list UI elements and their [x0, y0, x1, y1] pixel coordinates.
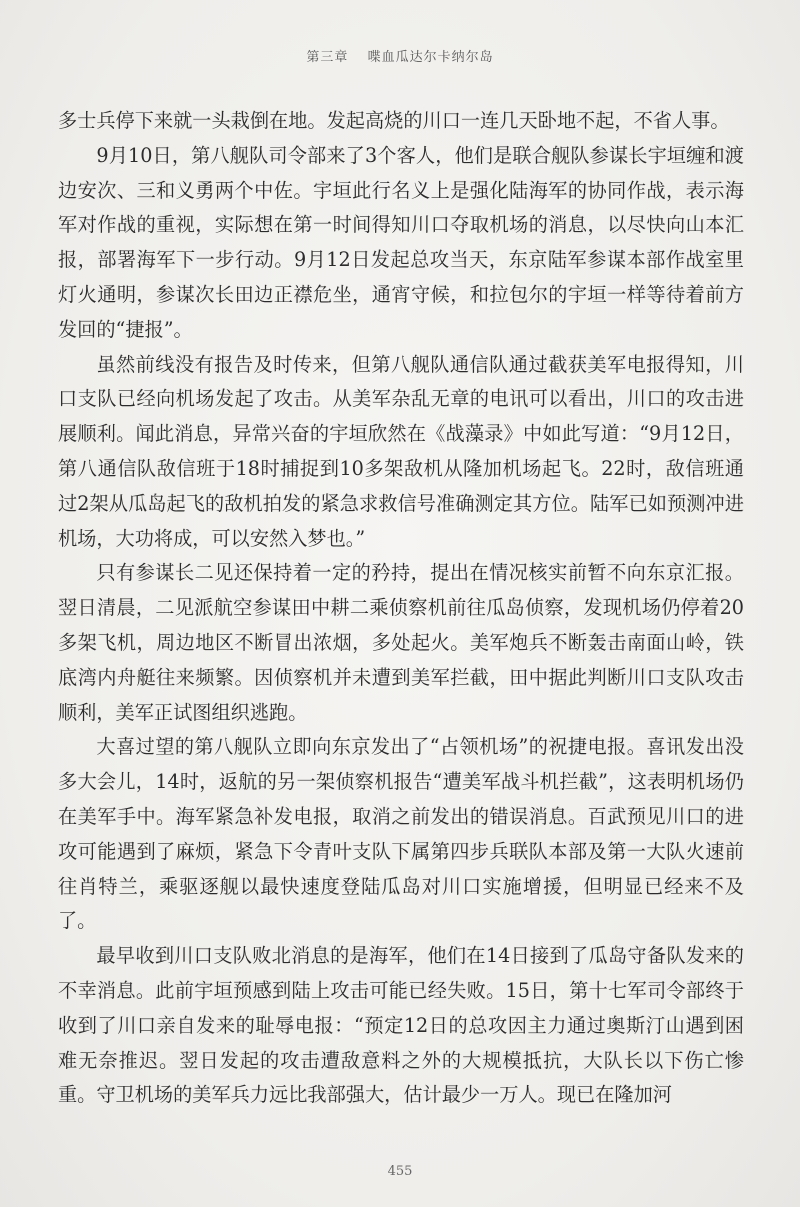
chapter-label: 第三章	[306, 50, 349, 65]
paragraph: 最早收到川口支队败北消息的是海军，他们在14日接到了瓜岛守备队发来的不幸消息。此前宇垣预感到陆上攻击可能已经失败。15日，第十七军司令部终于收到了川口亲自发来的耻辱电报：“预定12日的总攻因主力通过奥斯汀山遇到困难无奈推迟。翌日发起的攻击遭敌意料之外的大规模抵抗，大队长以下伤亡惨重。守卫机场的美军兵力远比我部强大，估计最少一万人。现已在隆加河	[58, 944, 744, 1107]
chapter-title: 喋血瓜达尔卡纳尔岛	[367, 50, 494, 65]
body-text	[58, 104, 744, 1113]
paragraph: 只有参谋长二见还保持着一定的矜持，提出在情况核实前暂不向东京汇报。翌日清晨，二见派航空参谋田中耕二乘侦察机前往瓜岛侦察，发现机场仍停着20多架飞机，周边地区不断冒出浓烟，多处起火。美军炮兵不断轰击南面山岭，铁底湾内舟艇往来频繁。因侦察机并未遭到美军拦截，田中据此判断川口支队攻击顺利，美军正试图组织逃跑。	[58, 561, 744, 724]
paragraph-continued: 多士兵停下来就一头栽倒在地。发起高烧的川口一连几天卧地不起，不省人事。	[58, 109, 730, 132]
running-header	[0, 46, 800, 65]
page-number: 455	[387, 1164, 413, 1179]
paragraph: 大喜过望的第八舰队立即向东京发出了“占领机场”的祝捷电报。喜讯发出没多大会儿，14时，返航的另一架侦察机报告“遭美军战斗机拦截”，这表明机场仍在美军手中。海军紧急补发电报，取消之前发出的错误消息。百武预见川口的进攻可能遇到了麻烦，紧急下令青叶支队下属第四步兵联队本部及第一大队火速前往肖特兰，乘驱逐舰以最快速度登陆瓜岛对川口实施增援，但明显已经来不及了。	[58, 735, 744, 933]
paragraph: 虽然前线没有报告及时传来，但第八舰队通信队通过截获美军电报得知，川口支队已经向机场发起了攻击。从美军杂乱无章的电讯可以看出，川口的攻击进展顺利。闻此消息，异常兴奋的宇垣欣然在《战藻录》中如此写道：“9月12日，第八通信队敌信班于18时捕捉到10多架敌机从隆加机场起飞。22时，敌信班通过2架从瓜岛起飞的敌机拍发的紧急求救信号准确测定其方位。陆军已如预测冲进机场，大功将成，可以安然入梦也。”	[58, 352, 744, 550]
paragraph: 9月10日，第八舰队司令部来了3个客人，他们是联合舰队参谋长宇垣缠和渡边安次、三和义勇两个中佐。宇垣此行名义上是强化陆海军的协同作战，表示海军对作战的重视，实际想在第一时间得知川口夺取机场的消息，以尽快向山本汇报，部署海军下一步行动。9月12日发起总攻当天，东京陆军参谋本部作战室里灯火通明，参谋次长田边正襟危坐，通宵守候，和拉包尔的宇垣一样等待着前方发回的“捷报”。	[58, 143, 744, 341]
